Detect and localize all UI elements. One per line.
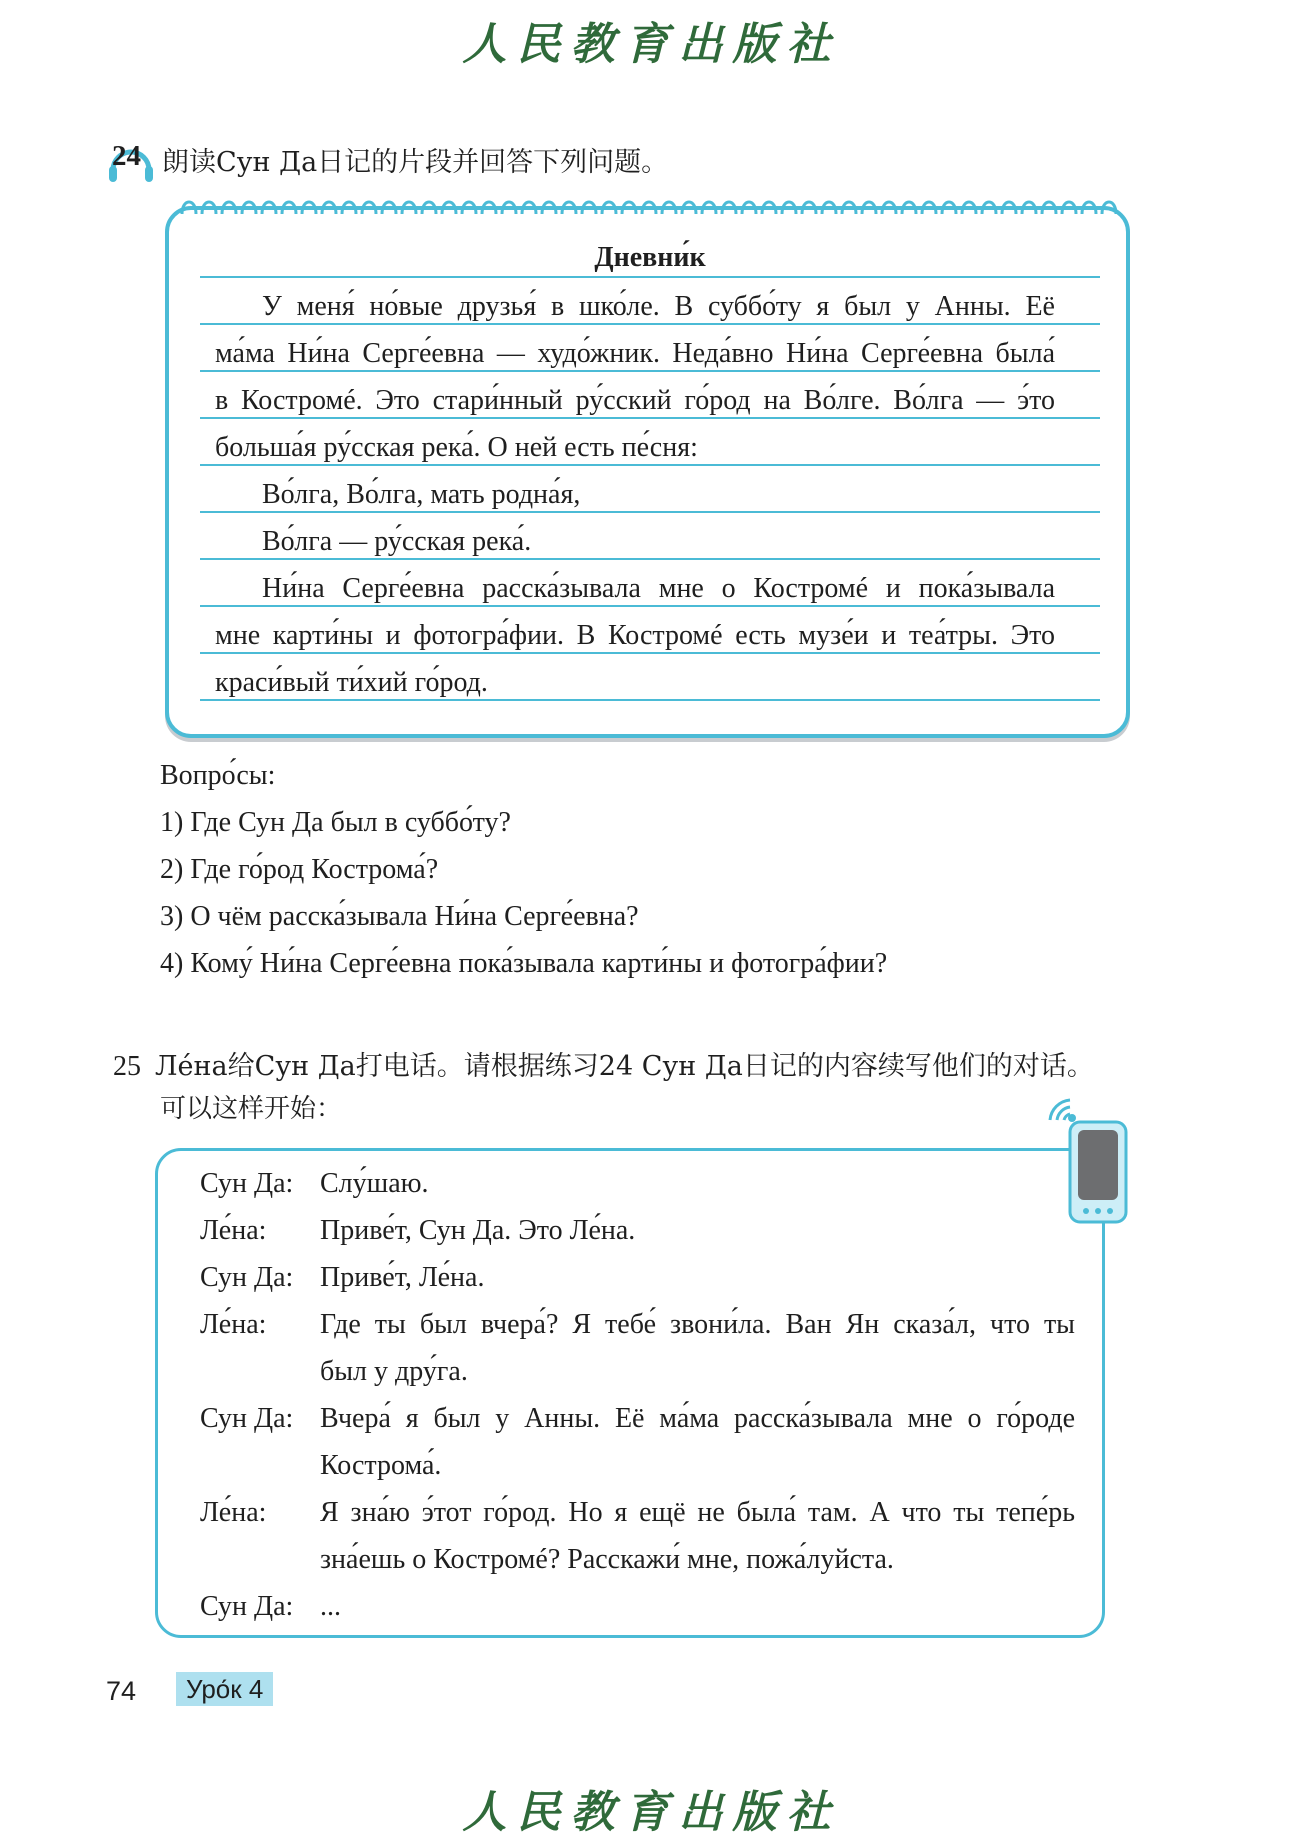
diary-line: ма́ма Ни́на Серге́евна — худо́жник. Неда́вно Ни́на Серге́евна была́ <box>215 338 1055 369</box>
dialog-speaker: Ле́на: <box>200 1497 267 1528</box>
binding-loop <box>962 202 976 214</box>
dialog-speaker: Сун Да: <box>200 1168 294 1199</box>
diary-card <box>165 206 1130 738</box>
binding-loop <box>222 202 236 214</box>
dialog-line: ... <box>320 1591 341 1622</box>
dialog-line: зна́ешь о Костромé? Расскажи́ мне, пожа́луйста. <box>320 1544 894 1575</box>
binding-loop <box>1042 202 1056 214</box>
binding-loop <box>942 202 956 214</box>
dialog-speaker: Ле́на: <box>200 1309 267 1340</box>
binding-loop <box>322 202 336 214</box>
binding-loop <box>562 202 576 214</box>
lesson-tag: Уро́к 4 <box>176 1672 273 1706</box>
exercise-24-title: 朗读Сун Да日记的片段并回答下列问题。 <box>162 147 669 178</box>
diary-line: мне карти́ны и фотогра́фии. В Костромé есть музе́и и теа́тры. Это <box>215 620 1055 651</box>
diary-song-line: Во́лга — ру́сская река́. <box>262 526 532 557</box>
binding-loop <box>602 202 616 214</box>
binding-loop <box>762 202 776 214</box>
dialog-line: Слу́шаю. <box>320 1168 429 1199</box>
exercise-25-header <box>113 1044 1094 1083</box>
binding-loop <box>822 202 836 214</box>
question-item: 2) Где го́род Кострома́? <box>160 854 439 885</box>
binding-loop <box>902 202 916 214</box>
binding-loop <box>522 202 536 214</box>
binding-loop <box>982 202 996 214</box>
binding-loop <box>862 202 876 214</box>
dialog-speaker: Ле́на: <box>200 1215 267 1246</box>
binding-loop <box>842 202 856 214</box>
question-item: 1) Где Сун Да был в суббо́ту? <box>160 807 511 838</box>
binding-loop <box>362 202 376 214</box>
binding-loop <box>1022 202 1036 214</box>
binding-loop <box>1102 202 1116 214</box>
binding-loop <box>442 202 456 214</box>
dialog-speaker: Сун Да: <box>200 1403 294 1434</box>
dialog-speaker: Сун Да: <box>200 1591 294 1622</box>
publisher-footer: 人民教育出版社 <box>462 1787 841 1838</box>
binding-loop <box>1082 202 1096 214</box>
diary-line: Ни́на Серге́евна расска́зывала мне о Костромé и пока́зывала <box>262 573 1055 604</box>
exercise-25-number: 25 <box>113 1051 141 1082</box>
phone-icon <box>1040 1092 1136 1232</box>
exercise-25-subtitle: 可以这样开始： <box>160 1094 343 1124</box>
dialog-line: Вчера́ я был у Анны. Её ма́ма расска́зывала мне о го́роде <box>320 1403 1075 1434</box>
binding-loop <box>462 202 476 214</box>
question-item: 4) Кому́ Ни́на Серге́евна пока́зывала карти́ны и фотогра́фии? <box>160 948 888 979</box>
diary-rule <box>200 276 1100 278</box>
binding-loop <box>882 202 896 214</box>
binding-loop <box>542 202 556 214</box>
binding-loop <box>582 202 596 214</box>
binding-loop <box>422 202 436 214</box>
diary-song-line: Во́лга, Во́лга, мать родна́я, <box>262 479 581 510</box>
dialog-line: Приве́т, Сун Да. Это Ле́на. <box>320 1215 636 1246</box>
binding-loop <box>682 202 696 214</box>
publisher-header: 人民教育出版社 <box>462 19 841 70</box>
diary-title: Дневни́к <box>594 242 706 273</box>
exercise-25-title: Ле́на给Сун Да打电话。请根据练习24 Сун Да日记的内容续写他们的对话。 <box>155 1051 1094 1082</box>
binding-loop <box>502 202 516 214</box>
exercise-24-number: 24 <box>112 140 141 172</box>
binding-loop <box>662 202 676 214</box>
dialog-line: Кострома́. <box>320 1450 442 1481</box>
binding-loop <box>1002 202 1016 214</box>
spiral-binding <box>178 196 1126 218</box>
questions-label: Вопро́сы: <box>160 760 276 791</box>
diary-line: краси́вый ти́хий го́род. <box>215 667 488 698</box>
binding-loop <box>802 202 816 214</box>
question-item: 3) О чём расска́зывала Ни́на Серге́евна? <box>160 901 639 932</box>
binding-loop <box>302 202 316 214</box>
binding-loop <box>622 202 636 214</box>
dialog-line: Я зна́ю э́тот го́род. Но я ещё не была́ там. А что ты тепе́рь <box>320 1497 1075 1528</box>
dialog-speaker: Сун Да: <box>200 1262 294 1293</box>
binding-loop <box>482 202 496 214</box>
binding-loop <box>722 202 736 214</box>
binding-loop <box>642 202 656 214</box>
binding-loop <box>702 202 716 214</box>
diary-line: больша́я ру́сская река́. О ней есть пе́сня: <box>215 432 698 463</box>
binding-loop <box>262 202 276 214</box>
binding-loop <box>402 202 416 214</box>
binding-loop <box>242 202 256 214</box>
dialog-line: Приве́т, Ле́на. <box>320 1262 485 1293</box>
dialog-line: был у дру́га. <box>320 1356 468 1387</box>
binding-loop <box>182 202 196 214</box>
binding-loop <box>382 202 396 214</box>
binding-loop <box>1062 202 1076 214</box>
binding-loop <box>742 202 756 214</box>
binding-loop <box>282 202 296 214</box>
dialog-line: Где ты был вчера́? Я тебе́ звони́ла. Ван Ян сказа́л, что ты <box>320 1309 1075 1340</box>
diary-line: в Костромé. Это стари́нный ру́сский го́род на Во́лге. Во́лга — э́то <box>215 385 1055 416</box>
binding-loop <box>342 202 356 214</box>
binding-loop <box>922 202 936 214</box>
binding-loop <box>782 202 796 214</box>
binding-loop <box>202 202 216 214</box>
page-number: 74 <box>106 1676 137 1706</box>
diary-line: У меня́ но́вые друзья́ в шко́ле. В суббо́ту я был у Анны. Её <box>262 291 1055 322</box>
